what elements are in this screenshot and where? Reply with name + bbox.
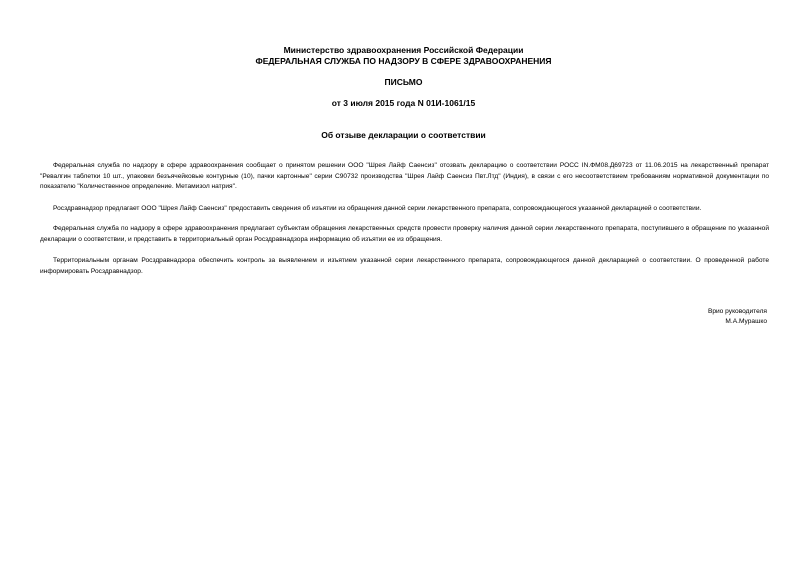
document-type: ПИСЬМО xyxy=(384,77,423,87)
signature-name: М.А.Мурашко xyxy=(725,318,767,325)
paragraph-2: Росздравнадзор предлагает ООО "Шрея Лайф Саенсиз" предоставить сведения об изъятии из обращения данной серии лекарственного препарата, сопровождающегося указанной декларацией о соответствии. xyxy=(53,205,702,212)
paragraph-4: Территориальным органам Росздравнадзора обеспечить контроль за выявлением и изъятием указанной серии лекарственного препарата, сопровождающегося данной декларацией о соответствии. О проведенной работе информировать Росздравнадзор. xyxy=(40,257,769,275)
signature-title: Врио руководителя xyxy=(707,308,767,315)
paragraph-1: Федеральная служба по надзору в сфере здравоохранения сообщает о принятом решении ООО "Шрея Лайф Саенсиз" отозвать декларацию о соответствии РОСС IN.ФМ08.Д69723 от 11.06.2015 на лекарственный препарат "Ревалгин таблетки 10 шт., упаковки безъячейковые контурные (10), пачки картонные" серии C90732 производства "Шрея Лайф Саенсиз Пвт.Лтд" (Индия), в связи с его несоответствием требованиям нормативной документации по показателю "Количественное определение. Метамизол натрия". xyxy=(40,162,769,190)
paragraph-3: Федеральная служба по надзору в сфере здравоохранения предлагает субъектам обращения лекарственных средств провести проверку наличия данной серии лекарственного препарата, поступившего в обращение по указанной декларации о соответствии, и представить в территориальный орган Росздравнадзора информацию об изъятии ее из обращения. xyxy=(40,225,769,243)
service-name: ФЕДЕРАЛЬНАЯ СЛУЖБА ПО НАДЗОРУ В СФЕРЕ ЗДРАВООХРАНЕНИЯ xyxy=(255,56,552,66)
ministry-name: Министерство здравоохранения Российской Федерации xyxy=(283,45,524,55)
document-date-number: от 3 июля 2015 года N 01И-1061/15 xyxy=(331,98,476,108)
document-subject: Об отзыве декларации о соответствии xyxy=(321,130,486,140)
